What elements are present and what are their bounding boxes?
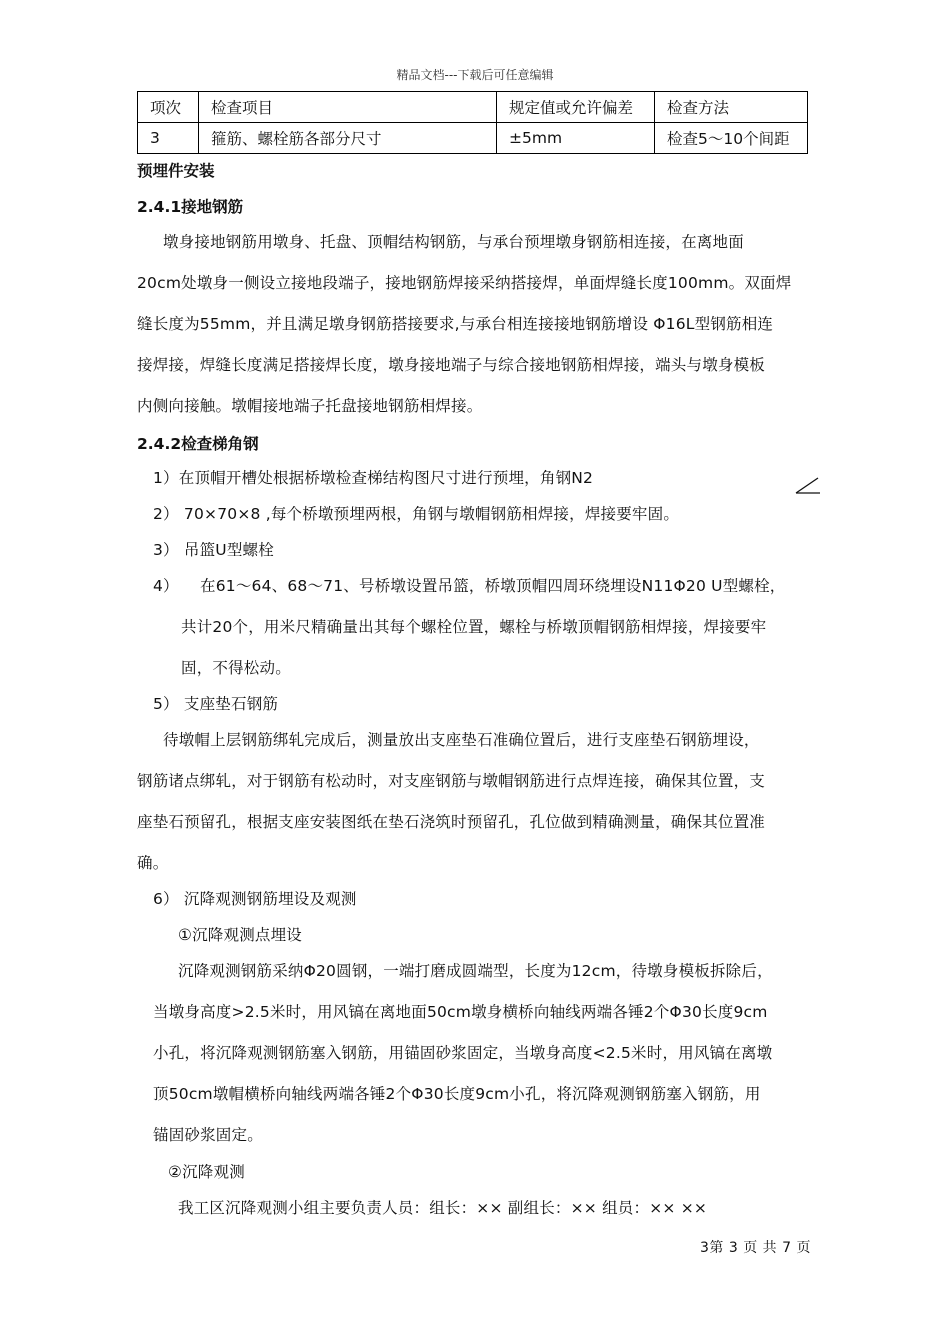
paragraph-line: 当墩身高度>2.5米时，用风镐在离地面50cm墩身横桥向轴线两端各锤2个Φ30长度9cm (153, 1003, 768, 1021)
table-row (138, 123, 808, 154)
section-title: 预埋件安装 (137, 162, 215, 180)
paragraph-line: 钢筋诸点绑轧，对于钢筋有松动时，对支座钢筋与墩帽钢筋进行点焊连接，确保其位置，支 (137, 772, 766, 790)
table-cell: ±5mm (497, 123, 655, 154)
paragraph-line: 接焊接，焊缝长度满足搭接焊长度，墩身接地端子与综合接地钢筋相焊接，端头与墩身模板 (137, 356, 766, 374)
paragraph-line: 20cm处墩身一侧设立接地段端子，接地钢筋焊接采纳搭接焊，单面焊缝长度100mm。双面焊 (137, 274, 792, 292)
paragraph-line: 顶50cm墩帽横桥向轴线两端各锤2个Φ30长度9cm小孔，将沉降观测钢筋塞入钢筋，用 (153, 1085, 761, 1103)
paragraph-line: 内侧向接触。墩帽接地端子托盘接地钢筋相焊接。 (137, 397, 483, 415)
paragraph-line: 固，不得松动。 (181, 659, 291, 677)
inspection-table (137, 91, 808, 154)
paragraph-line: 待墩帽上层钢筋绑轧完成后，测量放出支座垫石准确位置后，进行支座垫石钢筋埋设， (163, 731, 760, 749)
paragraph-line: 座垫石预留孔，根据支座安装图纸在垫石浇筑时预留孔，孔位做到精确测量，确保其位置准 (137, 813, 766, 831)
table-cell: 箍筋、螺栓筋各部分尺寸 (199, 123, 497, 154)
paragraph-line: 共计20个，用米尺精确量出其每个螺栓位置，螺栓与桥墩顶帽钢筋相焊接，焊接要牢 (181, 618, 767, 636)
table-cell: 3 (138, 123, 199, 154)
page-number: 3第 3 页 共 7 页 (700, 1240, 811, 1256)
list-item: 6） 沉降观测钢筋埋设及观测 (153, 890, 357, 908)
paragraph-line: 在61～64、68～71、号桥墩设置吊篮，桥墩顶帽四周环绕埋设N11Φ20 U型螺栓， (200, 577, 786, 595)
list-item: 5） 支座垫石钢筋 (153, 695, 279, 713)
table-header-cell: 规定值或允许偏差 (497, 92, 655, 123)
list-item: 1）在顶帽开槽处根据桥墩检查梯结构图尺寸进行预埋，角钢N2 (153, 469, 594, 487)
heading-2-4-1: 2.4.1接地钢筋 (137, 198, 244, 216)
paragraph-line: 锚固砂浆固定。 (153, 1126, 263, 1144)
subheading: ②沉降观测 (168, 1163, 245, 1181)
document-watermark-header: 精品文档---下载后可任意编辑 (396, 68, 554, 82)
paragraph-line: 小孔，将沉降观测钢筋塞入钢筋，用锚固砂浆固定，当墩身高度<2.5米时，用风镐在离墩 (153, 1044, 773, 1062)
paragraph-line: 我工区沉降观测小组主要负责人员：组长：×× 副组长：×× 组员：×× ×× (178, 1199, 708, 1217)
table-header-row (138, 92, 808, 123)
paragraph-line: 墩身接地钢筋用墩身、托盘、顶帽结构钢筋，与承台预埋墩身钢筋相连接，在离地面 (163, 233, 744, 251)
angle-symbol-icon (794, 476, 824, 496)
table-header-cell: 检查方法 (655, 92, 808, 123)
table-header-cell: 检查项目 (199, 92, 497, 123)
heading-2-4-2: 2.4.2检查梯角钢 (137, 435, 259, 453)
paragraph-line: 确。 (137, 854, 169, 872)
paragraph-line: 缝长度为55mm，并且满足墩身钢筋搭接要求,与承台相连接接地钢筋增设 Φ16L型钢筋相连 (137, 315, 774, 333)
list-item-number: 4） (153, 577, 179, 595)
table-header-cell: 项次 (138, 92, 199, 123)
table-cell: 检查5～10个间距 (655, 123, 808, 154)
subheading: ①沉降观测点埋设 (178, 926, 302, 944)
paragraph-line: 沉降观测钢筋采纳Φ20圆钢，一端打磨成圆端型，长度为12cm，待墩身模板拆除后， (178, 962, 773, 980)
list-item: 2） 70×70×8 ,每个桥墩预埋两根，角钢与墩帽钢筋相焊接，焊接要牢固。 (153, 505, 680, 523)
list-item: 3） 吊篮U型螺栓 (153, 541, 274, 559)
